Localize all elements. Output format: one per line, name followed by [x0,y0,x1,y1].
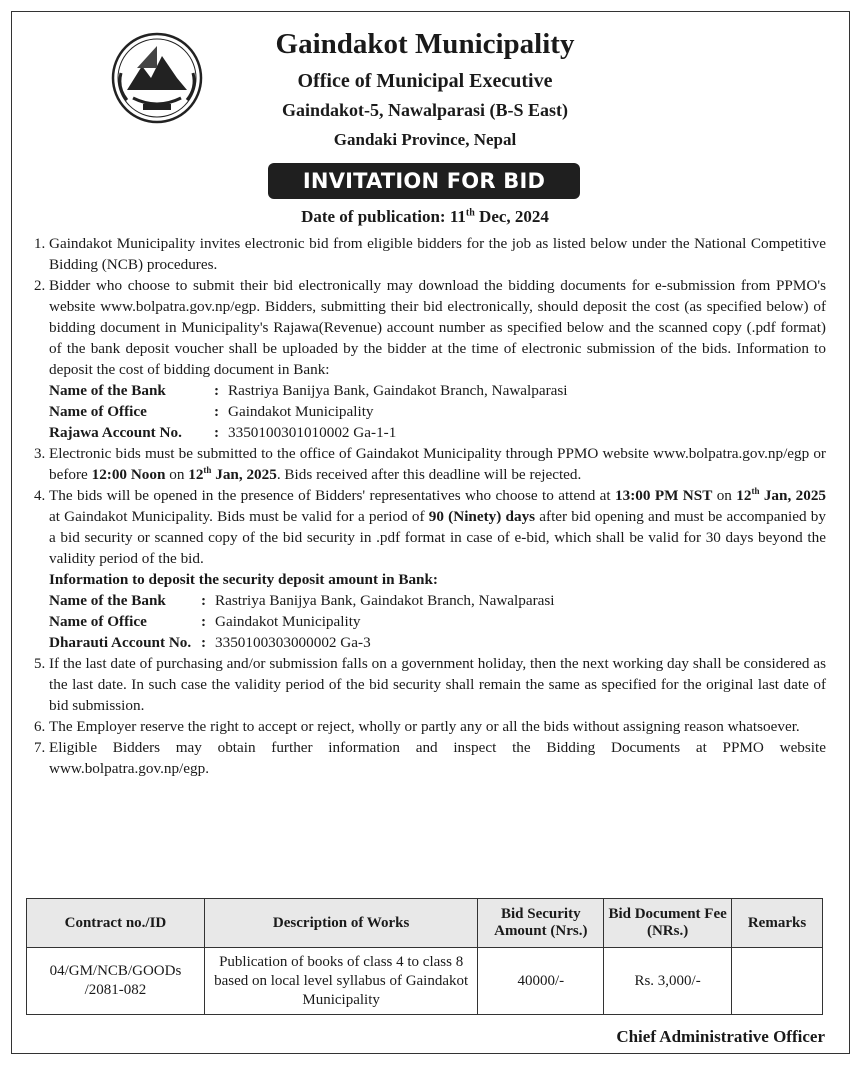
publication-date: Date of publication: 11th Dec, 2024 [301,207,549,226]
col-contract-id: Contract no./ID [27,899,205,948]
clause-6: 6. The Employer reserve the right to accept or reject, wholly or partly any or all the bids without assigning reason whatsoever. [49,716,826,737]
col-description: Description of Works [204,899,477,948]
notice-body [22,233,826,779]
security-deposit-heading: Information to deposit the security deposit amount in Bank: [49,571,438,588]
clause-4: 4. The bids will be opened in the presence of Bidders' representatives who choose to attend at 13:00 PM NST on 12th Jan, 2025 at Gaindakot Municipality. Bids must be valid for a period of 90 (Ninety) days after bid opening and must be accompanied by a bid security or scanned copy of the bid security in .pdf format in case of e-bid, which shall be valid for 30 days beyond the validity period of the bid. [49,485,826,569]
clause-5: 5. If the last date of purchasing and/or submission falls on a government holiday, then the next working day shall be considered as the last date. In such case the validity period of the bid security shall remain the same as specified for the original last date of bid submission. [49,653,826,716]
table-header-row [27,899,823,948]
table-row [27,948,823,1015]
clause-2: 2. Bidder who choose to submit their bid electronically may download the bidding documents for e-submission from PPMO's website www.bolpatra.gov.np/egp. Bidders, submitting their bid electronically, should deposit the cost (as specified below) of bidding document in Municipality's Rajawa(Revenue) account number as specified below and the scanned copy (.pdf format) of the bank deposit voucher shall be uploaded by the bidder at the time of electronic submission of the bids. Information to deposit the cost of bidding document in Bank: [49,275,826,380]
bank-details-security: Name of the Bank : Rastriya Banijya Bank, Gaindakot Branch, Nawalparasi Name of Office : Gaindakot Municipality Dharauti Account No. : 3350100303000002 Ga-3 [49,592,555,651]
bid-table [26,898,823,1015]
cell-document-fee: Rs. 3,000/- [604,948,732,1015]
col-bid-security: Bid Security Amount (Nrs.) [478,899,604,948]
province-line: Gandaki Province, Nepal [333,130,517,149]
cell-description: Publication of books of class 4 to class 8 based on local level syllabus of Gaindakot Municipality [204,948,477,1015]
cell-bid-security: 40000/- [478,948,604,1015]
signatory: Chief Administrative Officer [616,1027,825,1046]
office-name: Office of Municipal Executive [297,70,553,92]
col-remarks: Remarks [732,899,823,948]
bank-details-revenue: Name of the Bank : Rastriya Banijya Bank, Gaindakot Branch, Nawalparasi Name of Office : Gaindakot Municipality Rajawa Account No. : 3350100301010002 Ga-1-1 [49,382,568,441]
clause-3: 3. Electronic bids must be submitted to the office of Gaindakot Municipality through PPMO website www.bolpatra.gov.np/egp or before 12:00 Noon on 12th Jan, 2025. Bids received after this deadline will be rejected. [49,443,826,485]
address-line: Gaindakot-5, Nawalparasi (B-S East) [281,100,569,120]
clause-1: 1. Gaindakot Municipality invites electronic bid from eligible bidders for the job as listed below under the National Competitive Bidding (NCB) procedures. [49,233,826,275]
col-document-fee: Bid Document Fee (NRs.) [604,899,732,948]
cell-remarks [732,948,823,1015]
clause-7: 7. Eligible Bidders may obtain further information and inspect the Bidding Documents at PPMO website www.bolpatra.gov.np/egp. [49,737,826,779]
cell-contract-id: 04/GM/NCB/GOODs /2081-082 [27,948,205,1015]
municipality-title: Gaindakot Municipality [275,28,575,60]
invitation-banner: INVITATION FOR BID [268,163,580,199]
